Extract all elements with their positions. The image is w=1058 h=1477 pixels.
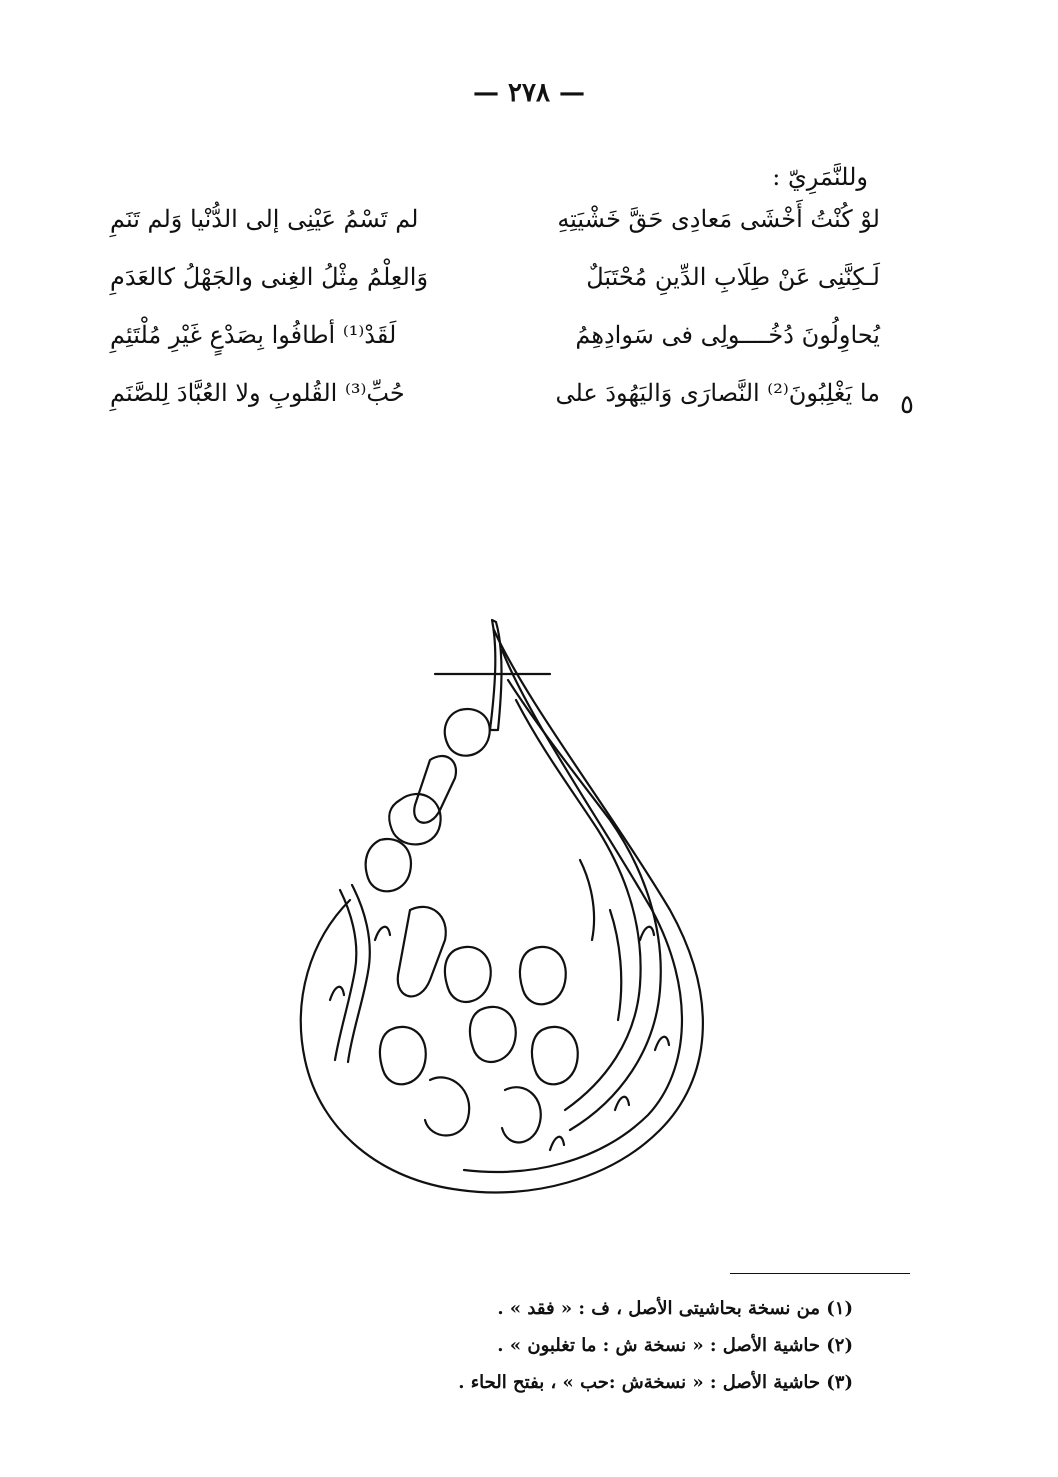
footnote: (٢) حاشية الأصل : « نسخة ش : ما تغلبون » .	[497, 1335, 853, 1356]
verse-line	[100, 321, 880, 379]
verse-second-hemistich: وَالعِلْمُ مِثْلُ الغِنى والجَهْلُ كالعَدَمِ	[110, 263, 429, 291]
footnote: (١) من نسخة بحاشيتى الأصل ، ف : « فقد » .	[497, 1298, 853, 1319]
verse-first-hemistich: لَـكِنَّنِى عَنْ طِلَابِ الدِّينِ مُحْتَبَلٌ	[586, 263, 880, 291]
calligraphy-ornament	[280, 610, 720, 1210]
verse-line	[100, 205, 880, 263]
poet-intro: وللنَّمَرِيّ :	[772, 163, 868, 191]
verse-first-hemistich: يُحاوِلُونَ دُخُــــولِى فى سَوادِهِمُ	[575, 321, 880, 349]
verse-first-hemistich: ما يَغْلِبُونَ⁽²⁾ النَّصارَى وَاليَهُودَ على	[555, 379, 880, 407]
poem	[100, 205, 880, 437]
verse-line	[100, 263, 880, 321]
verse-line	[100, 379, 880, 437]
footnotes	[458, 1290, 853, 1401]
verse-first-hemistich: لوْ كُنْتُ أَخْشَى مَعادِى حَقَّ خَشْيَتِهِ	[557, 205, 880, 233]
verse-second-hemistich: لَقَدْ⁽¹⁾ أطافُوا بِصَدْعٍ غَيْرِ مُلْتَئِمِ	[110, 321, 397, 349]
verse-second-hemistich: حُبِّ⁽³⁾ القُلوبِ ولا العُبَّادَ لِلصَّنَمِ	[110, 379, 405, 407]
verse-number: ٥	[900, 390, 914, 420]
footnote-rule	[730, 1273, 910, 1274]
footnote: (٣) حاشية الأصل : « نسخةش :حب » ، بفتح الحاء .	[458, 1372, 853, 1393]
verse-second-hemistich: لم تَسْمُ عَيْنِى إلى الدُّنْيا وَلم تَنَمِ	[110, 205, 419, 233]
page-number: — ٢٧٨ —	[472, 78, 586, 108]
